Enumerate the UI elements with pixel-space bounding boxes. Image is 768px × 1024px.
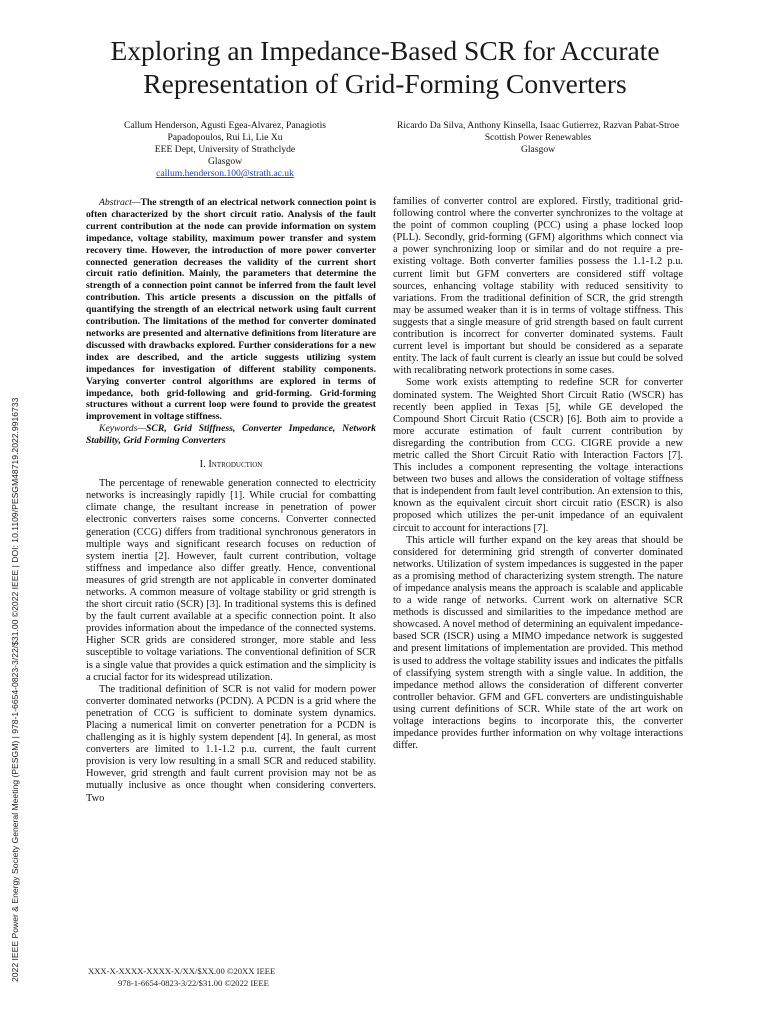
keywords: [86, 423, 376, 447]
abstract: [86, 197, 376, 423]
section-heading-introduction: [86, 459, 376, 471]
paper-title: Exploring an Impedance-Based SCR for Accurate Representation of Grid-Forming Converters: [110, 35, 660, 99]
body-paragraph: Some work exists attempting to redefine SCR for converter dominated system. The Weighted Short Circuit Ratio (WSCR) has recently been applied in Texas [5], while GE developed the Compound Short Circuit Ratio (CSCR) [6]. Both aim to provide a more accurate estimation of fault current contribution by disregarding the contribution from CCG. CIGRE provide a new metric called the Short Circuit Ratio with Interaction Factors [7]. This includes a component representing the voltage interactions between two buses and allows the consideration of voltage stiffness that is independent from fault level contribution. An extension to this, known as the equivalent circuit short circuit ratio (ESCR) is also proposed which utilizes the per-unit impedance of an equivalent circuit to account for interactions [7].: [393, 377, 683, 534]
author-block-right: [395, 120, 681, 156]
author-names-right: Ricardo Da Silva, Anthony Kinsella, Isaac Gutierrez, Razvan Pabat-Stroe: [396, 120, 680, 131]
section-title: Introduction: [208, 459, 263, 471]
author-org-right: Scottish Power Renewables: [484, 132, 592, 143]
footer-copyright-placeholder: XXX-X-XXXX-XXXX-X/XX/$XX.00 ©20XX IEEE: [88, 966, 276, 976]
author-email-link[interactable]: callum.henderson.100@strath.ac.uk: [156, 168, 294, 179]
author-city-right: Glasgow: [520, 144, 556, 155]
author-city-left: Glasgow: [207, 156, 243, 167]
author-block-left: [100, 120, 350, 180]
right-column: [393, 196, 683, 752]
author-dept-left: EEE Dept, University of Strathclyde: [154, 144, 296, 155]
doi-side-strip: 2022 IEEE Power & Energy Society General Meeting (PESGM) | 978-1-6654-0823-3/22/$31.00 ©2022 IEEE | DOI: 10.1109/PESGM48719.2022.9916733: [10, 397, 20, 982]
body-paragraph: families of converter control are explored. Firstly, traditional grid-following control where the converter synchronizes to the voltage at the point of common coupling (PCC) using a phase locked loop (PLL). Secondly, grid-forming (GFM) algorithms which connect via a power synchronizing loop or similar and do not require a pre-existing voltage. Both converter families possess the 1.1-1.2 p.u. current limit but GFM converters are considered stiff voltage sources, enhancing voltage stability with reduced sensitivity to variations. From the traditional definition of SCR, the grid strength may be assumed weaker than it is in terms of voltage stiffness. This suggests that a single measure of grid strength based on fault current contribution is incorrect for converter dominated systems. Fault current level is important but should be considered as a separate entity. The lack of fault current is clearly an issue but could be solved with recalibrating network protections in some cases.: [393, 196, 683, 377]
footer-copyright: 978-1-6654-0823-3/22/$31.00 ©2022 IEEE: [118, 978, 269, 988]
body-paragraph: This article will further expand on the key areas that should be considered for determining grid strength of converter dominated networks. Utilization of system impedances is suggested in the paper as a promising method of characterizing system strength. The nature of impedance analysis means the approach is scalable and applicable to a wide range of networks. Current work on alternative SCR methods is discussed and similarities to the impedance method are showcased. A novel method of determining an equivalent impedance-based SCR (ISCR) using a MIMO impedance network is suggested and present limitations of implementation are provided. This method is used to address the voltage stability issues and indicates the pitfalls of classifying system strength with a single value. In addition, the impedance method allows the consideration of different converter controller behavior. GFM and GFL converters are undistinguishable using current definitions of SCR. While state of the art work on voltage interactions begins to incorporate this, the converter impedance provides further information on why voltage interactions differ.: [393, 534, 683, 752]
abstract-lead: Abstract—: [99, 197, 141, 208]
body-paragraph: The traditional definition of SCR is not valid for modern power converter dominated networks (PCDN). A PCDN is a grid where the penetration of CCG is sufficient to dominate system dynamics. Placing a numerical limit on converter penetration for a PCDN is challenging as it is highly system dependent [4]. In general, as most converters are limited to 1.1-1.2 p.u. current, the fault current provision is very low resulting in a small SCR and reduced stability. However, grid strength and fault current provision may not be as mutually inclusive as once thought when considering converters. Two: [86, 683, 376, 804]
section-numeral: I.: [199, 459, 206, 471]
keywords-lead: Keywords—: [99, 423, 147, 435]
keywords-text: SCR, Grid Stiffness, Converter Impedance, Network Stability, Grid Forming Converters: [86, 423, 376, 447]
body-paragraph: The percentage of renewable generation connected to electricity networks is increasingly rapidly [1]. While crucial for combatting climate change, the resultant increase in penetration of power electronic converters raises some concerns. Converter connected generation (CCG) differs from traditional synchronous generators in multiple ways and significant research focuses on reduction of system inertia [2]. However, fault current contribution, voltage stiffness and impedance also differ greatly. Hence, conventional measures of grid strength are not applicable in converter dominated networks. A common measure of voltage stability or grid strength is the short circuit ratio (SCR) [3]. In traditional systems this is defined by the fault current available at a specific connection point. It also provides information about the impedance of the connected systems. Higher SCR grids are considered stronger, more stable and less susceptible to voltage variations. The conventional definition of SCR is a single value that provides a quick estimation and the simplicity is a crucial factor for its widespread utilization.: [86, 478, 376, 683]
left-column: [86, 197, 376, 805]
author-names-left: Callum Henderson, Agusti Egea-Alvarez, Panagiotis Papadopoulos, Rui Li, Lie Xu: [124, 120, 326, 143]
abstract-text: The strength of an electrical network connection point is often characterized by the short circuit ratio. Analysis of the fault current contribution at the node can provide information on system impedance, voltage stability, maximum power transfer and system recovery time. However, the introduction of more power converter connected generation decreases the validity of the current short circuit ratio definition. Mainly, the parameters that determine the strength of a connection point cannot be inferred from the fault level contribution. This article presents a discussion on the pitfalls of quantifying the strength of an electrical network using fault current contribution. The limitations of the method for converter dominated networks are presented and alternative definitions from literature are discussed with drawbacks explored. Further considerations for a new index are described, and the article suggests utilizing system impedances for investigation of different stability components. Varying converter control algorithms are explored in terms of impedance, both grid-following and grid-forming. Grid-forming structures without a current loop were found to provide the greatest improvement in voltage stiffness.: [86, 197, 376, 423]
